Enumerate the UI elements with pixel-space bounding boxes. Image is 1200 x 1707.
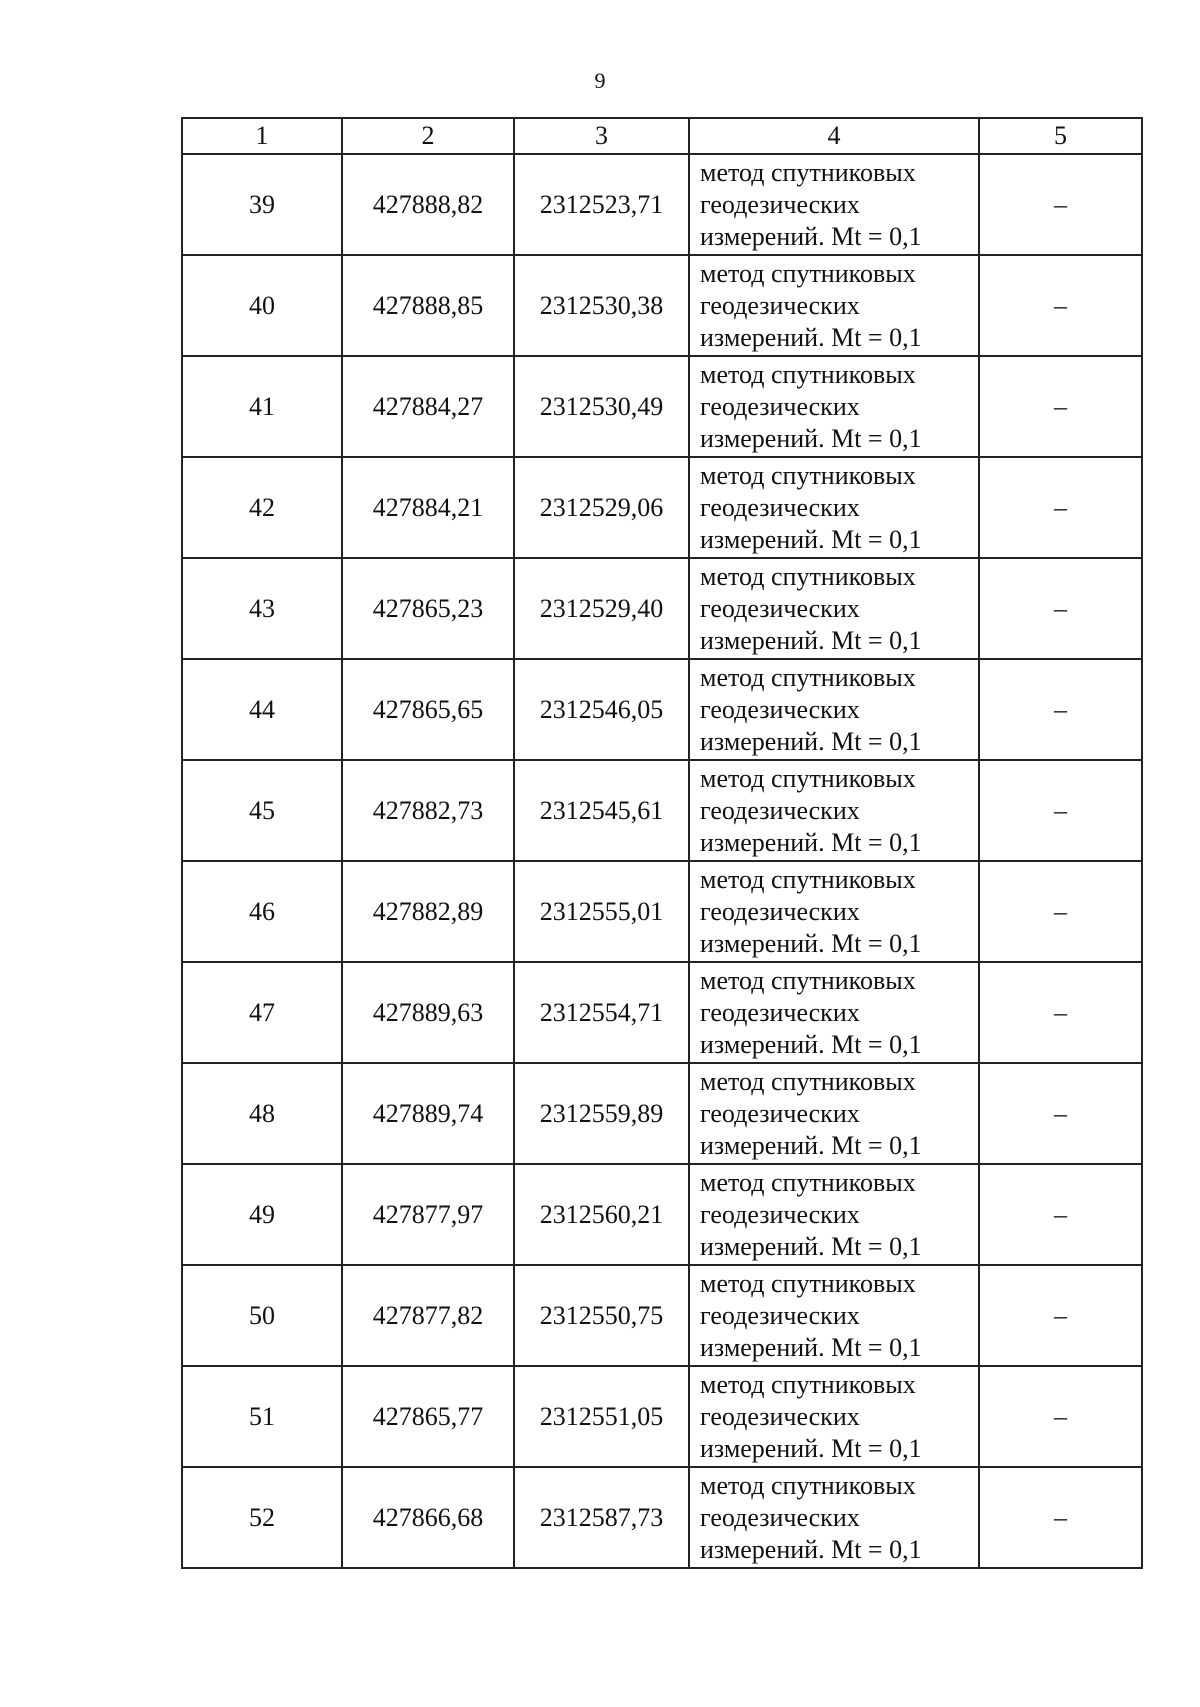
table-body [182,154,1142,1568]
method-line: измерений. Mt = 0,1 [700,1534,922,1564]
note-cell: – [979,558,1142,659]
coord-y: 2312555,01 [514,861,689,962]
method-line: геодезических [700,391,860,421]
coord-y: 2312559,89 [514,1063,689,1164]
method-cell [689,861,979,962]
coord-x: 427888,85 [342,255,514,356]
coord-y: 2312551,05 [514,1366,689,1467]
method-line: измерений. Mt = 0,1 [700,1029,922,1059]
coord-x: 427865,23 [342,558,514,659]
method-line: геодезических [700,997,860,1027]
method-line: измерений. Mt = 0,1 [700,827,922,857]
method-cell [689,255,979,356]
coord-y: 2312530,38 [514,255,689,356]
note-cell: – [979,1467,1142,1568]
method-line: измерений. Mt = 0,1 [700,221,922,251]
table-row [182,1265,1142,1366]
point-number: 48 [182,1063,342,1164]
table-row [182,1164,1142,1265]
header-col-1: 1 [182,118,342,154]
header-col-4: 4 [689,118,979,154]
coord-x: 427884,21 [342,457,514,558]
method-cell [689,659,979,760]
point-number: 42 [182,457,342,558]
point-number: 45 [182,760,342,861]
coord-y: 2312554,71 [514,962,689,1063]
method-line: измерений. Mt = 0,1 [700,1332,922,1362]
header-col-5: 5 [979,118,1142,154]
method-cell [689,1265,979,1366]
table-row [182,1366,1142,1467]
note-cell: – [979,356,1142,457]
method-line: измерений. Mt = 0,1 [700,1130,922,1160]
method-cell [689,1467,979,1568]
method-line: геодезических [700,1300,860,1330]
note-cell: – [979,1164,1142,1265]
coord-x: 427889,63 [342,962,514,1063]
coordinates-table-container [181,117,1141,1569]
table-row [182,154,1142,255]
method-cell [689,154,979,255]
method-line: геодезических [700,694,860,724]
note-cell: – [979,457,1142,558]
point-number: 40 [182,255,342,356]
table-row [182,457,1142,558]
method-line: измерений. Mt = 0,1 [700,1231,922,1261]
method-line: метод спутниковых [700,1268,916,1298]
method-line: метод спутниковых [700,460,916,490]
page-number: 9 [594,68,606,93]
method-line: измерений. Mt = 0,1 [700,625,922,655]
point-number: 50 [182,1265,342,1366]
coordinates-table [181,117,1143,1569]
table-row [182,558,1142,659]
method-line: метод спутниковых [700,157,916,187]
coord-x: 427884,27 [342,356,514,457]
coord-x: 427866,68 [342,1467,514,1568]
note-cell: – [979,760,1142,861]
note-cell: – [979,1063,1142,1164]
method-line: измерений. Mt = 0,1 [700,322,922,352]
coord-x: 427865,65 [342,659,514,760]
method-cell [689,760,979,861]
table-row [182,1467,1142,1568]
coord-y: 2312529,40 [514,558,689,659]
table-row [182,659,1142,760]
table-row [182,760,1142,861]
coord-y: 2312529,06 [514,457,689,558]
method-cell [689,1366,979,1467]
method-cell [689,356,979,457]
coord-x: 427877,82 [342,1265,514,1366]
note-cell: – [979,1366,1142,1467]
point-number: 51 [182,1366,342,1467]
coord-x: 427882,89 [342,861,514,962]
coord-y: 2312546,05 [514,659,689,760]
method-line: метод спутниковых [700,1470,916,1500]
method-line: геодезических [700,1199,860,1229]
method-line: измерений. Mt = 0,1 [700,928,922,958]
point-number: 39 [182,154,342,255]
note-cell: – [979,1265,1142,1366]
method-cell [689,962,979,1063]
note-cell: – [979,154,1142,255]
coord-x: 427889,74 [342,1063,514,1164]
method-cell [689,1063,979,1164]
method-line: метод спутниковых [700,359,916,389]
table-row [182,861,1142,962]
note-cell: – [979,861,1142,962]
coord-y: 2312587,73 [514,1467,689,1568]
method-line: геодезических [700,896,860,926]
method-line: геодезических [700,1401,860,1431]
note-cell: – [979,659,1142,760]
note-cell: – [979,255,1142,356]
point-number: 41 [182,356,342,457]
point-number: 52 [182,1467,342,1568]
point-number: 44 [182,659,342,760]
method-line: метод спутниковых [700,1167,916,1197]
method-line: метод спутниковых [700,1369,916,1399]
method-line: геодезических [700,492,860,522]
method-cell [689,457,979,558]
header-col-2: 2 [342,118,514,154]
note-cell: – [979,962,1142,1063]
table-row [182,1063,1142,1164]
table-row [182,255,1142,356]
table-row [182,356,1142,457]
coord-x: 427882,73 [342,760,514,861]
coord-y: 2312545,61 [514,760,689,861]
header-col-3: 3 [514,118,689,154]
coord-x: 427877,97 [342,1164,514,1265]
header-row [182,118,1142,154]
point-number: 49 [182,1164,342,1265]
method-cell [689,1164,979,1265]
method-cell [689,558,979,659]
method-line: измерений. Mt = 0,1 [700,726,922,756]
method-line: метод спутниковых [700,662,916,692]
coord-y: 2312530,49 [514,356,689,457]
coord-x: 427865,77 [342,1366,514,1467]
method-line: метод спутниковых [700,1066,916,1096]
method-line: измерений. Mt = 0,1 [700,524,922,554]
table-row [182,962,1142,1063]
coord-y: 2312523,71 [514,154,689,255]
method-line: метод спутниковых [700,258,916,288]
method-line: метод спутниковых [700,864,916,894]
method-line: измерений. Mt = 0,1 [700,1433,922,1463]
point-number: 46 [182,861,342,962]
coord-x: 427888,82 [342,154,514,255]
method-line: геодезических [700,1098,860,1128]
method-line: метод спутниковых [700,763,916,793]
table-header [182,118,1142,154]
method-line: метод спутниковых [700,561,916,591]
method-line: геодезических [700,189,860,219]
point-number: 47 [182,962,342,1063]
method-line: геодезических [700,593,860,623]
method-line: геодезических [700,795,860,825]
method-line: метод спутниковых [700,965,916,995]
point-number: 43 [182,558,342,659]
method-line: геодезических [700,1502,860,1532]
method-line: измерений. Mt = 0,1 [700,423,922,453]
method-line: геодезических [700,290,860,320]
coord-y: 2312560,21 [514,1164,689,1265]
coord-y: 2312550,75 [514,1265,689,1366]
